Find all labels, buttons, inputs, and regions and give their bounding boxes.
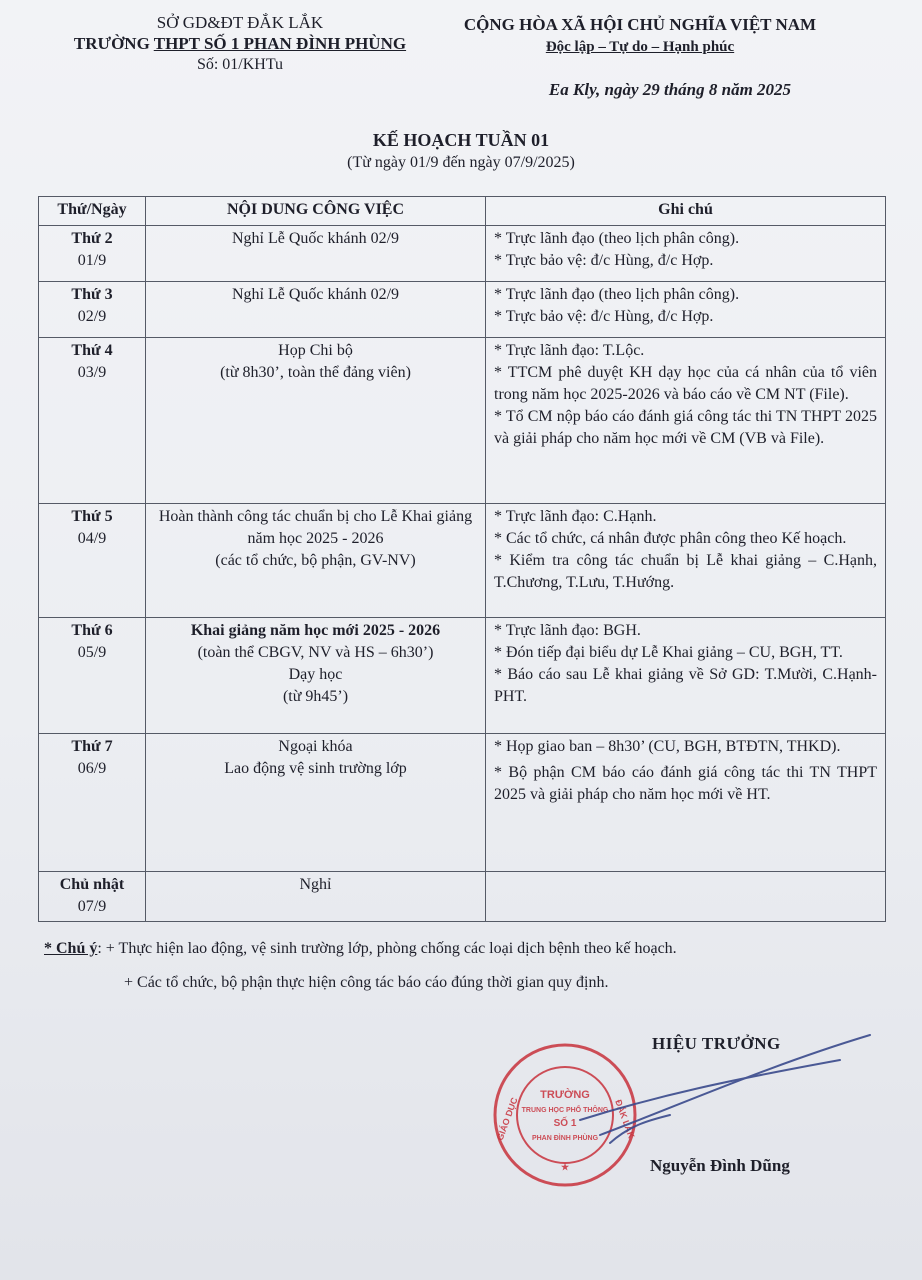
- svg-text:ĐẮK LẮK: ĐẮK LẮK: [613, 1098, 637, 1140]
- content-line: Họp Chi bộ: [278, 342, 353, 359]
- notes-cell: [486, 734, 886, 872]
- day-name: Chủ nhật: [59, 876, 125, 893]
- header-content: NỘI DUNG CÔNG VIỆC: [146, 197, 486, 226]
- content-line: (từ 9h45’): [282, 688, 349, 705]
- note-item: * Báo cáo sau Lễ khai giảng về Sở GD: T.Mười, C.Hạnh-PHT.: [494, 666, 877, 705]
- day-cell: [39, 338, 146, 504]
- svg-text:★: ★: [560, 1162, 570, 1172]
- notes-cell: [486, 872, 886, 922]
- note-item: * Các tổ chức, cá nhân được phân công theo Kế hoạch.: [494, 530, 847, 547]
- svg-text:SỐ 1: SỐ 1: [553, 1118, 577, 1129]
- note-item: * Trực bảo vệ: đ/c Hùng, đ/c Hợp.: [494, 252, 714, 269]
- day-date: 01/9: [77, 252, 107, 269]
- header-right: [430, 14, 850, 58]
- school-name-line: [40, 33, 440, 54]
- note-item: * Bộ phận CM báo cáo đánh giá công tác thi TN THPT 2025 và giải pháp cho năm học mới về HT.: [494, 764, 877, 803]
- day-date: 05/9: [77, 644, 107, 661]
- note-item: * Trực lãnh đạo: T.Lộc.: [494, 342, 645, 359]
- note-text-1: : + Thực hiện lao động, vệ sinh trường lớp, phòng chống các loại dịch bệnh theo kế hoạch.: [97, 940, 677, 957]
- content-cell: [146, 734, 486, 872]
- note-item: * Trực lãnh đạo (theo lịch phân công).: [494, 230, 740, 247]
- issue-date: Ea Kly, ngày 29 tháng 8 năm 2025: [548, 80, 792, 99]
- day-date: 02/9: [77, 308, 107, 325]
- notes-cell: [486, 226, 886, 282]
- svg-text:TRƯỜNG: TRƯỜNG: [540, 1089, 590, 1101]
- content-line: Dạy học: [288, 666, 343, 683]
- content-line: Nghỉ: [299, 876, 332, 893]
- day-date: 07/9: [77, 898, 107, 915]
- content-line: Ngoại khóa: [278, 738, 353, 755]
- handwritten-signature: [540, 1025, 900, 1155]
- day-name: Thứ 7: [71, 738, 113, 755]
- signer-name: Nguyễn Đình Dũng: [650, 1156, 790, 1175]
- header-notes: Ghi chú: [486, 197, 886, 226]
- day-cell: [39, 734, 146, 872]
- content-cell: [146, 226, 486, 282]
- table-row: [39, 504, 886, 618]
- note-item: * Trực lãnh đạo (theo lịch phân công).: [494, 286, 740, 303]
- content-line-bold: Khai giảng năm học mới 2025 - 2026: [190, 622, 441, 639]
- footer-notes: [44, 932, 884, 1000]
- content-line: (các tổ chức, bộ phận, GV-NV): [215, 552, 416, 569]
- day-cell: [39, 282, 146, 338]
- note-item: * Trực lãnh đạo: BGH.: [494, 622, 641, 639]
- day-date: 03/9: [77, 364, 107, 381]
- table-row: [39, 282, 886, 338]
- notes-cell: [486, 282, 886, 338]
- note-line-2: + Các tổ chức, bộ phận thực hiện công tác báo cáo đúng thời gian quy định.: [124, 974, 609, 991]
- day-date: 04/9: [77, 530, 107, 547]
- note-item: * TTCM phê duyệt KH dạy học của cá nhân của tổ viên trong năm học 2025-2026 và báo cáo về CM NT (File).: [494, 364, 877, 403]
- table-row: [39, 734, 886, 872]
- content-cell: [146, 282, 486, 338]
- weekly-plan-table: [38, 196, 886, 922]
- note-label: * Chú ý: [44, 940, 98, 957]
- table-row: [39, 226, 886, 282]
- national-motto: Độc lập – Tự do – Hạnh phúc: [545, 39, 735, 55]
- table-row: [39, 872, 886, 922]
- signer-title: HIỆU TRƯỞNG: [652, 1034, 781, 1053]
- day-cell: [39, 618, 146, 734]
- content-line: Nghỉ Lễ Quốc khánh 02/9: [231, 230, 400, 247]
- header-left: [40, 12, 440, 75]
- note-item: * Trực lãnh đạo: C.Hạnh.: [494, 508, 657, 525]
- content-line: Nghỉ Lễ Quốc khánh 02/9: [231, 286, 400, 303]
- content-line: (toàn thể CBGV, NV và HS – 6h30’): [197, 644, 434, 661]
- content-line: Hoàn thành công tác chuẩn bị cho Lễ Khai giảng năm học 2025 - 2026: [158, 508, 473, 547]
- day-name: Thứ 2: [71, 230, 113, 247]
- day-name: Thứ 6: [71, 622, 113, 639]
- department-name: SỞ GD&ĐT ĐẮK LẮK: [156, 13, 324, 32]
- content-cell: [146, 338, 486, 504]
- content-cell: [146, 872, 486, 922]
- notes-cell: [486, 504, 886, 618]
- content-line: (từ 8h30’, toàn thể đảng viên): [220, 364, 411, 381]
- note-item: * Họp giao ban – 8h30’ (CU, BGH, BTĐTN, THKD).: [494, 738, 841, 755]
- day-name: Thứ 4: [71, 342, 113, 359]
- note-item: * Trực bảo vệ: đ/c Hùng, đ/c Hợp.: [494, 308, 714, 325]
- note-item: * Tổ CM nộp báo cáo đánh giá công tác thi TN THPT 2025 và giải pháp cho năm học mới về CM (VB và File).: [494, 408, 877, 447]
- day-cell: [39, 504, 146, 618]
- day-name: Thứ 5: [71, 508, 113, 525]
- content-cell: [146, 618, 486, 734]
- svg-text:PHAN ĐÌNH PHÙNG: PHAN ĐÌNH PHÙNG: [531, 1135, 599, 1142]
- table-row: [39, 618, 886, 734]
- table-header-row: [39, 197, 886, 226]
- day-cell: [39, 226, 146, 282]
- header-day: Thứ/Ngày: [39, 197, 146, 226]
- svg-text:GIÁO DỤC: GIÁO DỤC: [494, 1096, 520, 1142]
- note-item: * Đón tiếp đại biểu dự Lễ Khai giảng – CU, BGH, TT.: [494, 644, 843, 661]
- content-line: Lao động vệ sinh trường lớp: [224, 760, 407, 777]
- document-number: Số: 01/KHTu: [196, 56, 284, 73]
- note-item: * Kiểm tra công tác chuẩn bị Lễ khai giảng – C.Hạnh, T.Chương, T.Lưu, T.Hướng.: [494, 552, 877, 591]
- country-name: CỘNG HÒA XÃ HỘI CHỦ NGHĨA VIỆT NAM: [463, 15, 817, 34]
- school-prefix: TRƯỜNG: [73, 34, 154, 53]
- school-name: THPT SỐ 1 PHAN ĐÌNH PHÙNG: [153, 34, 407, 53]
- svg-text:TRUNG HỌC PHỔ THÔNG: TRUNG HỌC PHỔ THÔNG: [521, 1107, 609, 1114]
- content-cell: [146, 504, 486, 618]
- plan-subtitle: (Từ ngày 01/9 đến ngày 07/9/2025): [347, 154, 575, 171]
- day-date: 06/9: [77, 760, 107, 777]
- day-cell: [39, 872, 146, 922]
- table-row: [39, 338, 886, 504]
- plan-title: KẾ HOẠCH TUẦN 01: [372, 130, 550, 150]
- note-line-1: [44, 932, 884, 966]
- notes-cell: [486, 618, 886, 734]
- notes-cell: [486, 338, 886, 504]
- day-name: Thứ 3: [71, 286, 113, 303]
